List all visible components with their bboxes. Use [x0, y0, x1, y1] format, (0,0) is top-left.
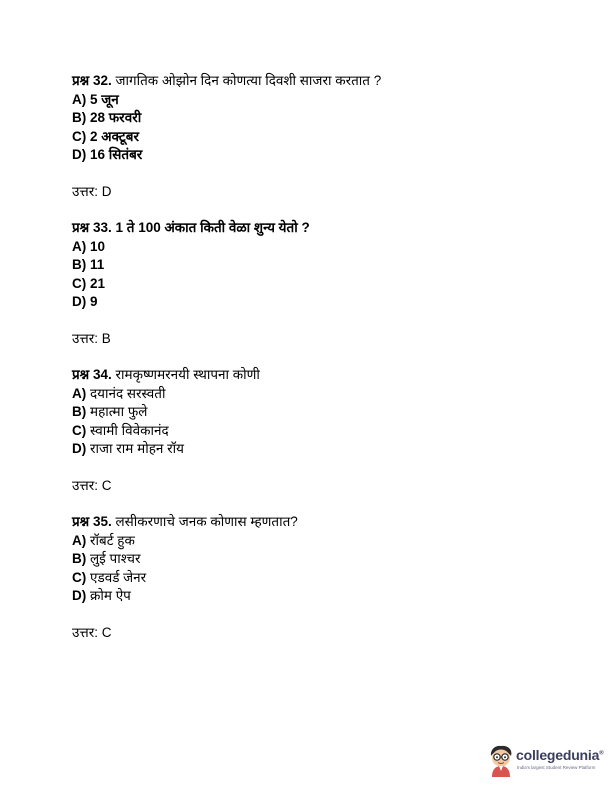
question-35-text: प्रश्न 35. लसीकरणाचे जनक कोणास म्हणतात? — [72, 514, 298, 529]
option-b: B) 28 फरवरी — [72, 110, 142, 125]
question-33-text: प्रश्न 33. 1 ते 100 अंकात किती वेळा शुन्य येतो ? — [72, 220, 310, 235]
option-a: A) दयानंद सरस्वती — [72, 385, 166, 401]
option-c: C) 2 अक्टूबर — [72, 128, 139, 144]
question-block-32 — [72, 72, 542, 201]
option-b: B) महात्मा फुले — [72, 404, 148, 419]
question-block-34 — [72, 366, 542, 495]
question-32-text: प्रश्न 32. जागतिक ओझोन दिन कोणत्या दिवशी साजरा करतात ? — [72, 73, 382, 88]
brand-tagline: India's largest Student Review Platform — [517, 765, 596, 770]
question-block-33 — [72, 219, 542, 348]
brand-name: collegedunia® — [516, 747, 604, 763]
option-c: C) एडवर्ड जेनर — [72, 569, 147, 585]
question-block-35 — [72, 513, 542, 642]
option-d: D) क्रोम ऐप — [72, 588, 131, 603]
option-c: C) 21 — [72, 275, 106, 291]
answer-34: उत्तर: C — [72, 477, 112, 493]
option-a: A) रॉबर्ट हुक — [72, 532, 135, 548]
option-c: C) स्वामी विवेकानंद — [72, 422, 169, 438]
option-d: D) राजा राम मोहन रॉय — [72, 441, 184, 456]
collegedunia-logo[interactable] — [484, 742, 612, 782]
option-a: A) 5 जून — [72, 91, 119, 107]
option-a: A) 10 — [72, 238, 106, 254]
mascot-icon — [486, 744, 516, 778]
option-b: B) लुई पाश्चर — [72, 551, 141, 566]
document-page — [72, 72, 542, 660]
answer-32: उत्तर: D — [72, 183, 112, 199]
option-b: B) 11 — [72, 257, 105, 272]
option-d: D) 16 सितंबर — [72, 147, 143, 162]
option-d: D) 9 — [72, 294, 98, 309]
answer-33: उत्तर: B — [72, 330, 111, 346]
answer-35: उत्तर: C — [72, 624, 112, 640]
question-34-text: प्रश्न 34. रामकृष्णमरनयी स्थापना कोणी — [72, 367, 260, 382]
